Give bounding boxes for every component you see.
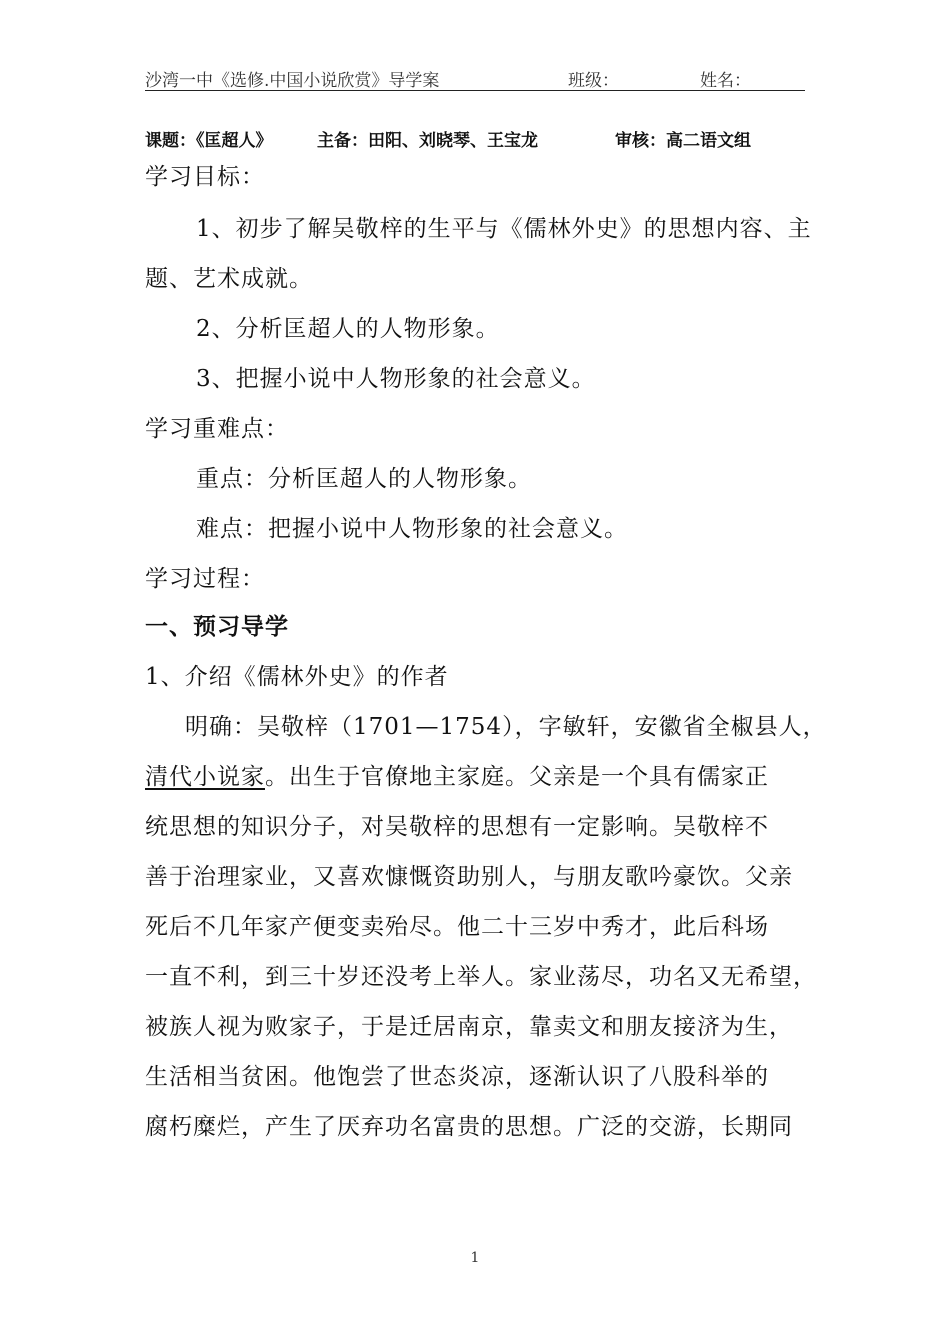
lesson-reviewer: 审核：高二语文组 xyxy=(615,131,751,151)
body-line-4: 善于治理家业，又喜欢慷慨资助别人，与朋友歌吟豪饮。父亲 xyxy=(145,864,793,890)
page-number: 1 xyxy=(470,1250,480,1266)
body-line-6: 一直不利，到三十岁还没考上举人。家业荡尽，功名又无希望， xyxy=(145,964,817,990)
objective-1-line2: 题、艺术成就。 xyxy=(145,266,313,292)
body-line-8: 生活相当贫困。他饱尝了世态炎凉，逐渐认识了八股科举的 xyxy=(145,1064,769,1090)
body-line-2 xyxy=(145,758,769,791)
objective-1-line1: 1、初步了解吴敬梓的生平与《儒林外史》的思想内容、主 xyxy=(196,216,812,242)
difficult-point: 难点：把握小说中人物形象的社会意义。 xyxy=(196,516,628,542)
header-class-label: 班级： xyxy=(568,71,619,91)
key-points-heading: 学习重难点： xyxy=(145,416,289,442)
body-line-9: 腐朽糜烂，产生了厌弃功名富贵的思想。广泛的交游，长期同 xyxy=(145,1114,793,1140)
objectives-heading: 学习目标： xyxy=(145,164,265,190)
body-line-3: 统思想的知识分子，对吴敬梓的思想有一定影响。吴敬梓不 xyxy=(145,814,769,840)
objective-3: 3、把握小说中人物形象的社会意义。 xyxy=(196,366,596,392)
header-name-label: 姓名： xyxy=(700,71,751,91)
process-heading: 学习过程： xyxy=(145,566,265,592)
lesson-preparer: 主备：田阳、刘晓琴、王宝龙 xyxy=(317,131,538,151)
section-title: 一、预习导学 xyxy=(145,614,289,640)
page-header xyxy=(145,66,805,91)
lesson-topic: 课题：《匡超人》 xyxy=(145,131,273,151)
body-line-5: 死后不几年家产便变卖殆尽。他二十三岁中秀才，此后科场 xyxy=(145,914,769,940)
body-line-7: 被族人视为败家子，于是迁居南京，靠卖文和朋友接济为生， xyxy=(145,1014,793,1040)
header-title: 沙湾一中《选修.中国小说欣赏》导学案 xyxy=(145,71,440,91)
objective-2: 2、分析匡超人的人物形象。 xyxy=(196,316,500,342)
section-subtitle: 1、介绍《儒林外史》的作者 xyxy=(145,664,449,690)
key-point: 重点：分析匡超人的人物形象。 xyxy=(196,466,532,492)
body-line-2-rest: 。出生于官僚地主家庭。父亲是一个具有儒家正 xyxy=(265,764,769,790)
underlined-term: 清代小说家 xyxy=(145,764,265,790)
body-line-1: 明确：吴敬梓（1701—1754），字敏轩，安徽省全椒县人， xyxy=(185,714,827,740)
